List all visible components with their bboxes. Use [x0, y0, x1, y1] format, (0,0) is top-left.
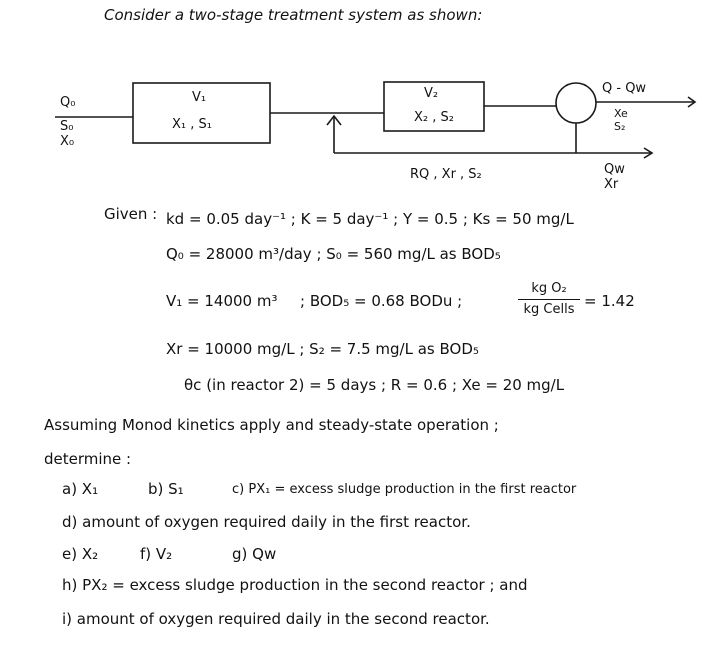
page-title: Consider a two-stage treatment system as shown:: [104, 6, 483, 24]
question-e: e) X₂: [62, 545, 99, 563]
oxygen-ratio-value: = 1.42: [584, 292, 635, 310]
clarifier-circle: [556, 83, 596, 123]
effluent-biomass-label: Xe: [614, 107, 628, 120]
question-c: c) PX₁ = excess sludge production in the first reactor: [232, 482, 577, 497]
waste-biomass-label: Xr: [604, 177, 619, 192]
given-reactor-1-volume: V₁ = 14000 m³: [166, 292, 278, 310]
oxygen-ratio-fraction: [518, 280, 580, 319]
question-i: i) amount of oxygen required daily in the second reactor.: [62, 610, 490, 628]
question-f: f) V₂: [140, 545, 173, 563]
reactor-1-contents: X₁ , S₁: [172, 117, 212, 132]
inlet-flow-label: Q₀: [60, 95, 76, 110]
given-label: Given :: [104, 205, 158, 223]
effluent-substrate-label: S₂: [614, 120, 626, 133]
assumption-text: Assuming Monod kinetics apply and steady-state operation ;: [44, 416, 499, 434]
process-flow-diagram: [0, 0, 706, 230]
question-h: h) PX₂ = excess sludge production in the second reactor ; and: [62, 576, 528, 594]
determine-text: determine :: [44, 450, 132, 468]
reactor-2-volume: V₂: [424, 86, 439, 101]
oxygen-ratio-numerator: kg O₂: [518, 280, 580, 300]
reactor-1-volume: V₁: [192, 90, 207, 105]
question-d: d) amount of oxygen required daily in the first reactor.: [62, 513, 471, 531]
question-b: b) S₁: [148, 480, 184, 498]
question-g: g) Qw: [232, 545, 277, 563]
given-srt-and-recycle-ratio: θc (in reactor 2) = 5 days ; R = 0.6 ; Xe = 20 mg/L: [184, 376, 565, 394]
given-flow-and-substrate: Q₀ = 28000 m³/day ; S₀ = 560 mg/L as BOD₅: [166, 245, 501, 263]
effluent-flow-label: Q - Qw: [602, 81, 647, 96]
reactor-2-contents: X₂ , S₂: [414, 110, 454, 125]
inlet-substrate-label: S₀: [60, 119, 74, 134]
oxygen-ratio-denominator: kg Cells: [523, 302, 575, 317]
question-a: a) X₁: [62, 480, 99, 498]
waste-flow-label: Qw: [604, 162, 625, 177]
given-recycle-and-effluent-substrate: Xr = 10000 mg/L ; S₂ = 7.5 mg/L as BOD₅: [166, 340, 479, 358]
given-bod-ratio: ; BOD₅ = 0.68 BODu ;: [300, 292, 463, 310]
given-kinetic-constants: kd = 0.05 day⁻¹ ; K = 5 day⁻¹ ; Y = 0.5 ; Ks = 50 mg/L: [166, 210, 574, 228]
inlet-biomass-label: X₀: [60, 134, 75, 149]
recycle-label: RQ , Xr , S₂: [410, 167, 482, 182]
